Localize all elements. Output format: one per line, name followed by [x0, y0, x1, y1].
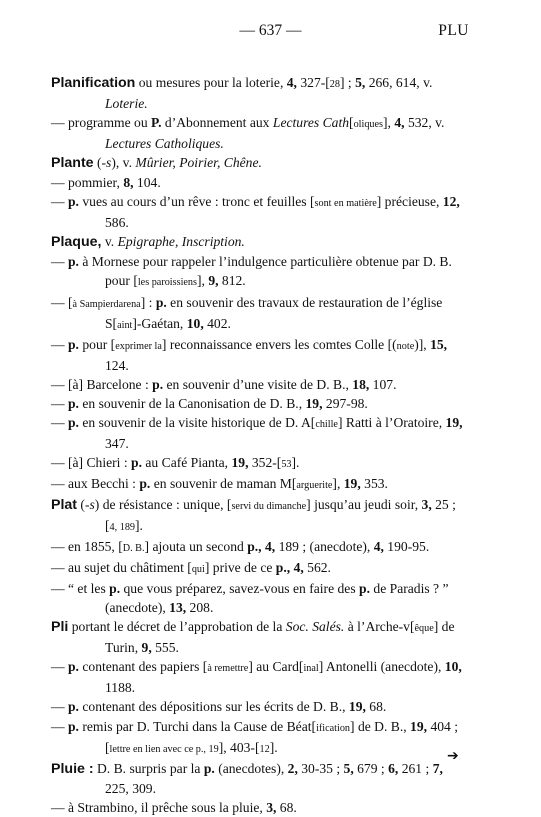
entry-text: 266, 614, v.: [365, 75, 433, 90]
entry-text: —: [51, 659, 68, 675]
index-entry: [51, 335, 469, 375]
entry-text: à Sampierdarena: [72, 298, 141, 310]
entry-text: —: [51, 336, 68, 352]
entry-text: ] ajouta un second: [144, 539, 248, 555]
entry-text: 19,: [410, 718, 428, 734]
entry-text: Lectures Catholiques.: [105, 136, 224, 152]
entry-text: ], 403-[: [218, 739, 260, 755]
index-entry: [51, 113, 469, 153]
entry-text: ].: [269, 739, 278, 755]
entry-text: Mûrier, Poirier, Chêne.: [135, 155, 262, 171]
entry-text: 15,: [430, 336, 448, 352]
entry-text: êque: [414, 623, 434, 635]
entry-text: —: [51, 699, 68, 715]
entry-text: exprimer la: [115, 340, 162, 352]
entry-text: — aux Becchi :: [51, 475, 140, 491]
entry-text: — [: [51, 294, 73, 310]
entry-text: 2,: [287, 760, 298, 776]
entry-text: ), v.: [111, 155, 136, 171]
index-entry: [51, 657, 469, 697]
entry-text: —: [51, 414, 68, 430]
entry-text: servi du dimanche: [231, 500, 307, 512]
entry-text: p.: [139, 475, 151, 491]
entry-text: chille: [315, 418, 338, 430]
entry-text: que vous préparez, savez-vous en faire des: [120, 581, 360, 597]
index-entry: [51, 759, 469, 798]
entry-text: ] de Turin,: [105, 619, 455, 656]
entry-text: de Paradis ? ” (anecdote),: [105, 581, 449, 616]
entry-text: 1188.: [105, 680, 136, 696]
index-entry: [51, 73, 469, 113]
entry-text: D. B.: [122, 543, 145, 555]
entry-text: les paroissiens: [137, 277, 197, 289]
entry-text: 124.: [105, 357, 129, 373]
index-entries: [51, 73, 469, 817]
entry-text: ] reconnaissance envers les comtes Colle [(: [161, 336, 397, 352]
index-entry: [51, 798, 469, 817]
entry-text: — au sujet du châtiment [: [51, 560, 192, 576]
entry-text: qui: [191, 564, 205, 576]
entry-text: 189 ; (anecdote),: [275, 539, 374, 555]
header-keyword: PLU: [438, 22, 469, 39]
entry-text: 679 ;: [353, 760, 389, 776]
entry-text: inal: [303, 663, 319, 675]
index-entry: [51, 413, 469, 453]
entry-text: — à Strambino, il prêche sous la pluie,: [51, 799, 267, 815]
entry-text: 5,: [355, 75, 366, 90]
entry-text: 19,: [348, 699, 366, 715]
entry-text: p.: [68, 254, 79, 270]
entry-text: p.: [131, 454, 142, 470]
entry-text: ] Ratti à l’Oratoire,: [337, 414, 446, 430]
entry-text: contenant des papiers [: [78, 659, 208, 675]
entry-text: 19,: [343, 475, 361, 491]
entry-text: 13,: [169, 600, 187, 616]
entry-text: [: [349, 115, 354, 131]
entry-text: —: [51, 254, 68, 270]
entry-text: vues au cours d’un rêve : tronc et feuilles [: [78, 194, 315, 210]
entry-text: 4,: [286, 75, 297, 90]
entry-text: arguerite: [296, 479, 333, 491]
entry-text: P.: [151, 115, 162, 131]
index-entry: [51, 495, 469, 537]
entry-text: en souvenir de la visite historique de D. A[: [78, 414, 316, 430]
entry-text: 12: [259, 743, 270, 755]
entry-text: portant le décret de l’approbation de la: [68, 619, 286, 635]
entry-text: 297-98.: [322, 395, 368, 411]
entry-text: )],: [414, 336, 431, 352]
entry-text: note: [396, 340, 415, 352]
entry-text: 107.: [369, 376, 397, 392]
entry-text: 190-95.: [383, 539, 430, 555]
index-entry: [51, 453, 469, 474]
entry-text: ification: [316, 722, 351, 734]
entry-text: remis par D. Turchi dans la Cause de Béat[: [78, 718, 317, 734]
index-entry: [51, 232, 469, 252]
index-entry: [51, 394, 469, 413]
entry-text: ],: [383, 115, 395, 131]
entry-text: — [à] Barcelone :: [51, 376, 153, 392]
index-entry: [51, 697, 469, 716]
entry-text: 402.: [203, 315, 231, 331]
entry-text: p.: [155, 294, 167, 310]
entry-text: 19,: [305, 395, 323, 411]
entry-text: — [à] Chieri :: [51, 454, 132, 470]
entry-text: 104.: [133, 175, 161, 191]
index-entry: [51, 579, 469, 617]
entry-text: (: [77, 496, 85, 512]
entry-headword: Plaque,: [51, 234, 102, 251]
entry-text: en souvenir de maman M[: [150, 475, 297, 491]
entry-text: à l’Arche-v[: [344, 619, 415, 635]
entry-text: ] de D. B.,: [350, 718, 411, 734]
entry-headword: Pluie :: [51, 760, 94, 777]
entry-text: ]-Gaétan,: [132, 315, 187, 331]
entry-text: d’Abonnement aux: [161, 115, 273, 131]
entry-text: 208.: [186, 600, 214, 616]
entry-text: ou mesures pour la loterie,: [135, 75, 287, 90]
entry-text: p.: [152, 376, 164, 392]
entry-text: —: [51, 194, 68, 210]
entry-text: 53: [281, 458, 292, 470]
entry-headword: Planification: [51, 75, 136, 91]
entry-text: p.: [68, 194, 79, 210]
entry-text: 4,: [264, 539, 276, 555]
entry-text: lettre en lien avec ce p., 19: [109, 743, 219, 755]
entry-text: 19,: [231, 454, 249, 470]
entry-text: 5,: [343, 760, 354, 776]
entry-text: 7,: [432, 760, 443, 776]
entry-text: ] ;: [339, 75, 356, 90]
entry-text: p.: [68, 718, 79, 734]
entry-text: (anecdotes),: [214, 760, 288, 776]
entry-text: —: [51, 718, 68, 734]
entry-text: Soc. Salés.: [285, 619, 345, 635]
entry-text: 9,: [208, 273, 219, 289]
entry-text: —: [51, 395, 68, 411]
entry-text: p.: [109, 581, 121, 597]
entry-text: 6,: [388, 760, 399, 776]
entry-text: 347.: [105, 435, 129, 451]
entry-text: 532, v.: [404, 115, 445, 131]
entry-text: v.: [101, 234, 118, 250]
entry-text: — programme ou: [51, 115, 152, 131]
entry-text: 404 ; [: [105, 718, 459, 755]
continue-arrow-icon: ➔: [447, 748, 459, 764]
index-entry: [51, 173, 469, 192]
index-entry: [51, 474, 469, 495]
entry-text: — en 1855, [: [51, 539, 123, 555]
entry-text: en souvenir des travaux de restauration de l’église S[: [105, 294, 443, 331]
entry-text: à Mornese pour rappeler l’indulgence particulière obtenue par D. B. pour [: [78, 254, 452, 289]
entry-text: pour [: [78, 336, 116, 352]
index-entry: [51, 153, 469, 173]
entry-text: en souvenir d’une visite de D. B.,: [163, 376, 353, 392]
entry-text: 10,: [186, 315, 204, 331]
entry-text: ] précieuse,: [376, 194, 443, 210]
entry-text: 327-[: [296, 75, 330, 90]
entry-text: à remettre: [207, 663, 249, 675]
entry-headword: Plat: [51, 496, 78, 513]
entry-text: ].: [135, 518, 143, 534]
entry-text: p.: [68, 699, 79, 715]
entry-text: Epigraphe, Inscription.: [117, 234, 245, 250]
entry-text: 18,: [352, 376, 370, 392]
entry-text: 352-[: [248, 454, 282, 470]
entry-text: 586.: [105, 215, 129, 231]
entry-text: 25 ; [: [105, 496, 456, 534]
page-number: — 637 —: [239, 22, 302, 39]
entry-text: -s: [101, 155, 112, 171]
entry-text: ) de résistance : unique, [: [94, 496, 232, 512]
entry-text: 3,: [266, 799, 277, 815]
entry-text: p.: [359, 581, 370, 597]
entry-text: 19,: [445, 414, 463, 430]
entry-text: 555.: [151, 640, 179, 656]
entry-text: (: [93, 155, 102, 171]
entry-text: oliques: [353, 119, 384, 131]
index-entry: [51, 192, 469, 232]
entry-text: au Café Pianta,: [142, 454, 232, 470]
entry-text: 30-35 ;: [297, 760, 344, 776]
entry-text: 562.: [303, 560, 331, 576]
entry-text: D. B. surpris par la: [93, 760, 204, 776]
entry-text: 4, 189: [109, 522, 135, 534]
index-entry: [51, 252, 469, 292]
entry-text: contenant des dépositions sur les écrits de D. B.,: [78, 699, 349, 715]
entry-text: p.,: [275, 560, 291, 576]
entry-text: 261 ;: [398, 760, 433, 776]
entry-text: Lectures Cath: [272, 115, 350, 131]
entry-text: 68.: [276, 799, 297, 815]
entry-text: 353.: [360, 475, 388, 491]
index-entry: [51, 293, 469, 335]
entry-headword: Plante: [51, 155, 94, 172]
index-entry: [51, 617, 469, 657]
entry-text: sont en matière: [314, 198, 377, 210]
entry-text: ] :: [140, 294, 156, 310]
entry-text: p.,: [247, 539, 262, 555]
entry-text: 4,: [394, 115, 405, 131]
entry-text: p.: [68, 414, 79, 430]
entry-text: p.: [68, 336, 79, 352]
index-entry: [51, 375, 469, 394]
entry-text: 68.: [365, 699, 387, 715]
entry-text: 8,: [123, 175, 134, 191]
entry-text: 812.: [218, 273, 246, 289]
page-header: [0, 22, 541, 44]
index-entry: [51, 717, 469, 759]
entry-text: ] Antonelli (anecdote),: [318, 659, 445, 675]
entry-text: 10,: [444, 659, 462, 675]
entry-text: ] jusqu’au jeudi soir,: [306, 496, 422, 512]
entry-text: 9,: [141, 640, 152, 656]
entry-text: aint: [117, 319, 133, 331]
entry-text: 4,: [293, 560, 304, 576]
entry-text: 4,: [373, 539, 384, 555]
entry-text: 28: [329, 79, 340, 90]
entry-text: — “ et les: [51, 581, 110, 597]
entry-text: 12,: [442, 194, 460, 210]
entry-text: Loterie.: [105, 96, 148, 112]
entry-text: p.: [68, 659, 79, 675]
entry-text: en souvenir de la Canonisation de D. B.,: [78, 395, 306, 411]
entry-text: ].: [291, 454, 300, 470]
entry-text: ] prive de ce: [204, 560, 276, 576]
entry-text: 225, 309.: [105, 780, 156, 796]
entry-text: 3,: [421, 496, 432, 512]
entry-text: — pommier,: [51, 175, 124, 191]
entry-text: p.: [203, 760, 215, 776]
entry-text: p.: [68, 395, 79, 411]
entry-text: ],: [332, 475, 344, 491]
entry-text: ] au Card[: [248, 659, 304, 675]
entry-headword: Pli: [51, 619, 69, 636]
index-entry: [51, 537, 469, 558]
index-entry: [51, 558, 469, 579]
entry-text: -s: [84, 496, 95, 512]
entry-text: ],: [196, 273, 209, 289]
